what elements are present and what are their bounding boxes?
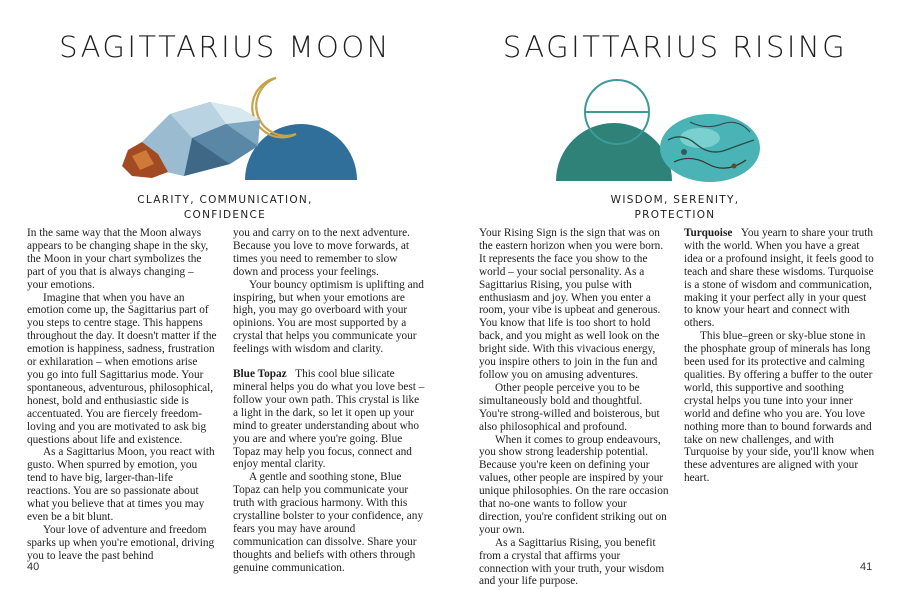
right-subheading: WISDOM, SERENITY, PROTECTION <box>610 194 740 221</box>
left-page-title: SAGITTARIUS MOON <box>59 30 391 64</box>
turquoise-rising-illustration <box>550 78 780 184</box>
page-number: 40 <box>27 561 40 573</box>
right-page-title: SAGITTARIUS RISING <box>502 30 848 64</box>
teal-semicircle <box>556 123 672 181</box>
crystal-name-turquoise: Turquoise <box>684 227 733 239</box>
left-column-1: In the same way that the Moon always appears to be changing shape in the sky, the Moon in your chart symbolizes the part of you that is always changing – your emotions. Imagine that when you have an emotion come up, the Sagittarius part of you steps to centre stage. This happens throughout the day. It doesn't matter if the emotion is happiness, sadness, frustration or exhilaration – when emotions arise you go into full Sagittarius mode. Your spontaneous, adventurous, philosophical, honest, bold and enthusiastic side is accentuated. You are fiercely freedom-loving and you are motivated to ask big questions about life and existence. As a Sagittarius Moon, you react with gusto. When spurred by emotion, you tend to have big, larger-than-life reactions. You are so passionate about what you believe that at times you may even be a bit blunt. Your love of adventure and freedom sparks up when you're emotional, driving you to leave the past behind <box>27 227 217 562</box>
right-page <box>450 0 900 593</box>
right-column-1: Your Rising Sign is the sign that was on the eastern horizon when you were born. It represents the face you show to the world – your social personality. As a Sagittarius Rising, you pulse with enthusiasm and joy. When you enter a room, your vibe is upbeat and generous. You know that life is too short to hold back, and you might as well look on the bright side. With this vivacious energy, you inspire others to join in the fun and follow you on amusing adventures. Other people perceive you to be simultaneously bold and thoughtful. You're strong-willed and boisterous, but also philosophical and profound. When it comes to group endeavours, you show strong leadership potential. Because you're keen on defining your values, other people are inspired by your unique philosophies. On the rare occasion that no-one wants to follow your direction, you're confident striking out on your own. As a Sagittarius Rising, you benefit from a crystal that affirms your connection with your truth, your wisdom and your life purpose. <box>479 227 669 588</box>
right-column-2: Turquoise You yearn to share your truth with the world. When you have a great idea or a profound insight, it feels good to teach and share these wisdoms. Turquoise is a stone of wisdom and communication, making it your perfect ally in your quest to know your heart and connect with others. This blue–green or sky-blue stone in the phosphate group of minerals has long been used for its protective and calming qualities. By offering a buffer to the outer world, this supportive and soothing crystal helps you tune into your inner world and define who you are. You love nothing more than to bound forwards and take on new challenges, and with Turquoise by your side, you'll know when these adventures are aligned with your heart. <box>684 227 875 485</box>
blue-topaz-crescent-illustration <box>118 72 368 182</box>
turquoise-stone <box>660 114 760 182</box>
left-subheading: CLARITY, COMMUNICATION, CONFIDENCE <box>137 194 313 221</box>
crystal-name-blue-topaz: Blue Topaz <box>233 368 287 381</box>
blue-semicircle <box>245 124 357 180</box>
left-column-2: you and carry on to the next adventure. Because you love to move forwards, at times you need to remember to slow down and process your feelings. Your bouncy optimism is uplifting and inspiring, but when your emotions are high, you may go overboard with your opinions. You are most supported by a crystal that helps you communicate your feelings with wisdom and clarity. Blue Topaz This cool blue silicate mineral helps you do what you love best – follow your own path. This crystal is like a light in the dark, so let it open up your mind to greater understanding about who you are and where you're going. Blue Topaz may help you focus, connect and enjoy mental clarity. A gentle and soothing stone, Blue Topaz can help you communicate your truth with gracious harmony. With this crystalline bolster to your confidence, any fears you may have around communication can dissolve. Share your thoughts and beliefs with others through genuine communication. <box>233 227 425 574</box>
page-number: 41 <box>860 561 873 573</box>
